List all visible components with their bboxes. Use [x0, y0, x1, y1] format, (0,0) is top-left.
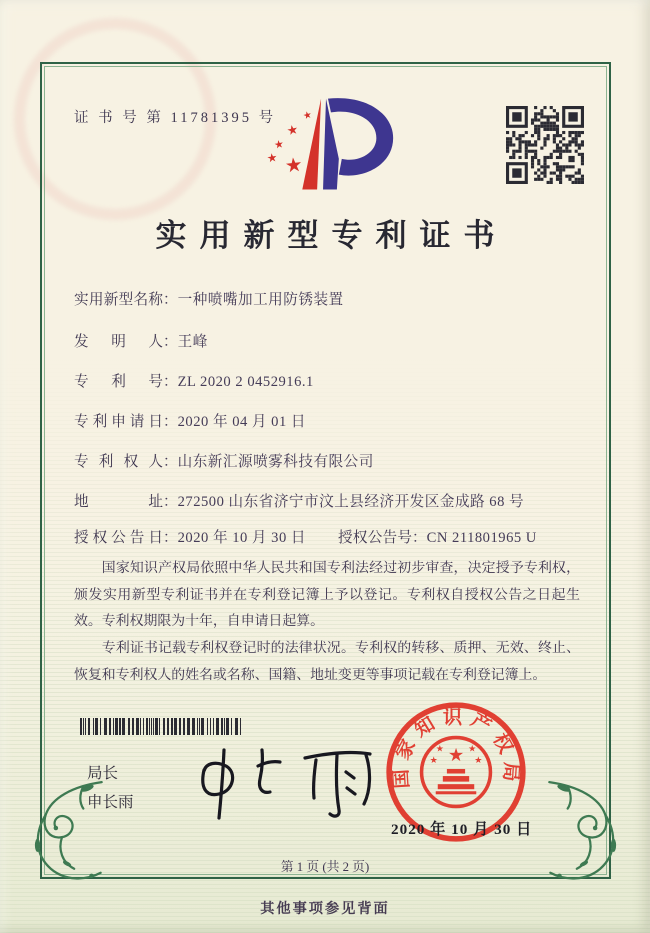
- field-label: 发明人: [74, 334, 163, 350]
- field-label: 实用新型名称: [74, 292, 163, 308]
- field-label: 授权公告号: [338, 530, 412, 546]
- svg-text:★: ★: [474, 755, 483, 766]
- field-value: 2020 年 04 月 01 日: [177, 414, 307, 430]
- seal-text: 国家知识产权局: [390, 707, 522, 790]
- field-colon: ：: [163, 334, 178, 350]
- field-row-name: [74, 288, 344, 309]
- svg-text:★: ★: [285, 122, 300, 140]
- field-row-patent-number: [74, 370, 314, 391]
- legal-paragraph: 专利证书记载专利权登记时的法律状况。专利权的转移、质押、无效、终止、恢复和专利权人的姓名或名称、国籍、地址变更等事项记载在专利登记簿上。: [74, 641, 580, 683]
- field-label: 授权公告日: [74, 530, 163, 546]
- legal-paragraph: 国家知识产权局依照中华人民共和国专利法经过初步审查，决定授予专利权，颁发实用新型专利证书并在专利登记簿上予以登记。专利权自授权公告之日起生效。专利权期限为十年，自申请日起算。: [74, 561, 580, 630]
- field-colon: ：: [163, 530, 178, 546]
- national-emblem-icon: [422, 738, 491, 807]
- certificate-number: 证 书 号 第 11781395 号: [74, 110, 277, 126]
- handwritten-signature-icon: [185, 736, 395, 824]
- svg-text:★: ★: [301, 109, 314, 123]
- field-value: 272500 山东省济宁市汶上县经济开发区金成路 68 号: [177, 494, 525, 510]
- legal-text: [74, 556, 580, 689]
- signer-title: 局长: [87, 765, 119, 782]
- field-row-inventor: [74, 330, 208, 351]
- signer-name: 申长雨: [87, 793, 134, 811]
- field-colon: ：: [163, 494, 178, 510]
- cnipa-logo-icon: [247, 86, 405, 204]
- svg-text:★: ★: [435, 744, 444, 755]
- field-row-address: [74, 490, 524, 511]
- field-value: ZL 2020 2 0452916.1: [177, 374, 314, 390]
- svg-text:★: ★: [283, 152, 304, 178]
- field-label: 专利号: [74, 374, 163, 390]
- svg-text:★: ★: [265, 150, 279, 166]
- field-label: 专利申请日: [74, 414, 163, 430]
- field-label: 专利权人: [74, 454, 163, 470]
- back-side-note: 其他事项参见背面: [260, 901, 390, 917]
- svg-text:★: ★: [273, 137, 285, 152]
- field-value: CN 211801965 U: [426, 530, 537, 546]
- field-colon: ：: [163, 292, 178, 308]
- field-colon: ：: [412, 530, 427, 546]
- grant-date-group: [74, 530, 306, 546]
- field-row-grant: [74, 526, 537, 547]
- grant-number-group: [338, 526, 537, 547]
- field-label: 地址: [74, 494, 163, 510]
- field-value: 2020 年 10 月 30 日: [177, 530, 307, 546]
- field-value: 山东新汇源喷雾科技有限公司: [177, 454, 374, 470]
- field-value: 一种喷嘴加工用防锈装置: [177, 292, 344, 308]
- page-number: 第 1 页 (共 2 页): [280, 860, 370, 874]
- field-colon: ：: [163, 414, 178, 430]
- svg-text:★: ★: [447, 744, 465, 766]
- field-value: 王峰: [177, 334, 208, 350]
- field-colon: ：: [163, 454, 178, 470]
- svg-text:★: ★: [468, 744, 477, 755]
- field-row-patentee: [74, 450, 374, 471]
- field-colon: ：: [163, 374, 178, 390]
- qr-code-icon: [506, 106, 584, 184]
- field-row-filing-date: [74, 410, 306, 431]
- signer-block: [87, 760, 134, 817]
- seal-date: 2020 年 10 月 30 日: [391, 821, 533, 838]
- certificate-title: 实用新型专利证书: [155, 218, 508, 253]
- barcode-icon: [80, 718, 246, 735]
- svg-text:★: ★: [429, 755, 438, 766]
